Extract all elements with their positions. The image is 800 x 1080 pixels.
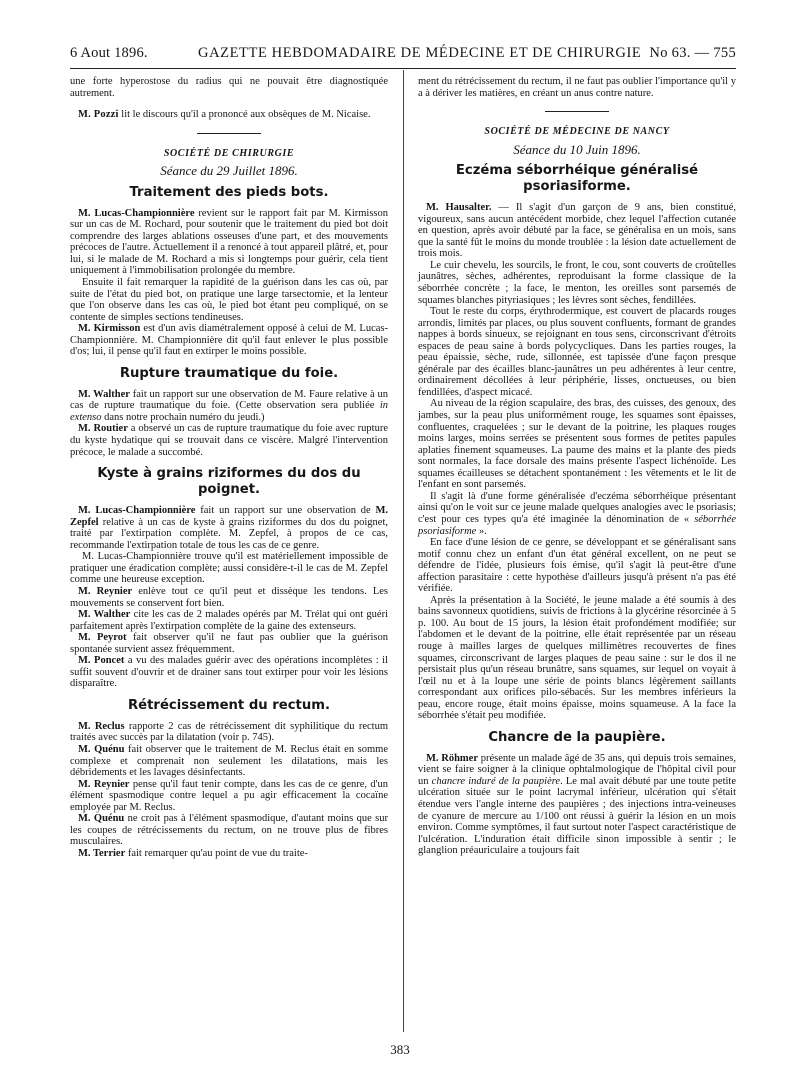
paragraph (418, 491, 736, 537)
speaker-name: M. Hausalter. (426, 202, 492, 214)
paragraph-text: enlève tout ce qu'il peut et dissèque les tendons. Les mouvements se conservent fort bien. (70, 585, 388, 609)
journal-title: GAZETTE HEBDOMADAIRE DE MÉDECINE ET DE CHIRURGIE (198, 45, 642, 61)
paragraph-text: Il s'agit là d'une forme généralisée d'eczéma séborrhéique présentant ainsi qu'on le voit sur ce jeune malade quelques analogies avec le psoriasis; c'est pour ces types qu'a été imaginée la dénomination de « (418, 490, 736, 525)
section-heading: Kyste à grains riziformes du dos du poignet. (97, 466, 361, 498)
section-rule (545, 111, 609, 112)
paragraph (418, 753, 736, 857)
paragraph: Le cuir chevelu, les sourcils, le front, le cou, sont couverts de croûtelles jaunâtres, sèches, adhérentes, reproduisant la forme classique de la séborrhée concrète ; la face, le menton, les oreilles sont parsemés de squames blanches pityriasiques ; les lèvres sont sèches, fendillées. (418, 259, 736, 306)
section-heading: Chancre de la paupière. (488, 729, 666, 745)
paragraph: Après la présentation à la Société, le jeune malade a été soumis à des bains savonneux quotidiens, suivis de frictions à la glycérine résorcinée à 5 p. 100. Au bout de 15 jours, la lésion était profondément modifiée; sur l'abdomen et le devant de la poitrine, elle était représentée par un réseau rouge à mailles larges de quelques millimètres recouvertes de fines squames, circonscrivant de larges plaques de peau saine : sur le dos il ne persistait plus qu'un réseau brunâtre, sans squames, sur lequel on voyait à l'œil nu et à la loupe une série de points blancs légèrement saillants correspondant aux orifices pilo-sébacés. Sur les membres inférieurs la peau, encore rouge, était moins épaisse, moins squameuse. A la face la séborrhée s'était peu modifiée. (418, 594, 736, 722)
paragraph (70, 721, 388, 744)
paragraph-text: — Il s'agit d'un garçon de 9 ans, bien constitué, vigoureux, sans aucun antécédent morbide, chez lequel l'affection cutanée en question, après avoir débuté par la face, se généralisa en un mois, sans que la santé fût le moins du monde troublée : la lésion date actuellement de trois mois. (418, 202, 736, 260)
speaker-name: M. Quénu (78, 743, 125, 755)
paragraph (418, 202, 736, 260)
paragraph (70, 505, 388, 551)
paragraph: ment du rétrécissement du rectum, il ne faut pas oublier l'importance qu'il y a à dériver les matières, en créant un anus contre nature. (418, 76, 736, 99)
session-date: Séance du 29 Juillet 1896. (160, 163, 298, 179)
paragraph-text: présente un malade âgé de 35 ans, qui depuis trois semaines, vient se faire soigner à la clinique ophtalmologique de l'hôpital civil pour un (418, 752, 737, 787)
speaker-name: M. Lucas-Championnière (78, 207, 195, 219)
paragraph-text: revient sur le rapport fait par M. Kirmisson sur un cas de M. Rochard, pour soutenir que le traitement du pied bot doit comprendre des larges ablations osseuses d'une part, et des mouvements précoces de l'autre. Actuellement il a renoncé à tout appareil plâtré, et, pour lui, si le malade de M. Rochard a mis si longtemps pour guérir, cela tient uniquement à l'immobilisation prolongée du membre. (70, 207, 388, 277)
paragraph-text: a vu des malades guérir avec des opérations incomplètes : il suffit souvent d'ouvrir et de drainer sans tout extirper pour voir les lésions disparaître. (70, 655, 389, 690)
paragraph-text: fait observer qu'il ne faut pas oublier que la guérison spontanée survient assez fréquemment. (70, 632, 389, 655)
paragraph-text: fait un rapport sur une observation de (195, 505, 376, 517)
paragraph-text: fait observer que le traitement de M. Reclus était en somme complexe et comprenait non seulement les dilatations, mais les débridements et les lavages désinfectants. (70, 743, 388, 779)
paragraph: une forte hyperostose du radius qui ne pouvait être diagnostiquée autrement. (70, 76, 388, 99)
running-head (70, 42, 736, 64)
paragraph (70, 848, 388, 860)
paragraph-text: est d'un avis diamétralement opposé à celui de M. Lucas-Championnière. M. Championnière dit qu'il faut enlever le plus possible d'os; lui, il pense qu'il faut en extirper le moins possible. (70, 323, 388, 358)
speaker-name: M. Lucas-Championnière (78, 505, 196, 517)
header-rule (70, 68, 736, 69)
paragraph-text: dans notre prochain numéro du jeudi.) (101, 411, 265, 423)
paragraph: Ensuite il fait remarquer la rapidité de la guérison dans les cas où, par suite de l'état du pied bot, on pratique une large tarsectomie, et la lenteur que l'on observe dans les cas où, le pied bot étant peu compliqué, on se contente de simples sections tendineuses. (70, 277, 388, 323)
speaker-name: M. Zepfel (70, 505, 388, 528)
paragraph: M. Lucas-Championnière trouve qu'il est matériellement impossible de pratiquer une éradication complète; aussi considère-t-il le cas de M. Zepfel comme une heureuse exception. (70, 551, 388, 586)
paragraph-text: ne croit pas à l'élément spasmodique, d'autant moins que sur les coupes de rétrécissements du rectum, on ne trouve plus de fibres musculaires. (70, 813, 388, 848)
paragraph-text: cite les cas de 2 malades opérés par M. Trélat qui ont guéri parfaitement après l'extirpation complète de la gaine des extenseurs. (70, 609, 388, 632)
paragraph: Tout le reste du corps, érythrodermique, est couvert de placards rouges arrondis, limités par places, ou plus souvent confluents, formant de grandes nappes à bords sinueux, se rejoignant en tous sens, circonscrivant d'étroits espaces de peau saine à bords polycycliques. Dans les parties rouges, la peau épaissie, sèche, rude, sillonnée, est tapissée d'une façon presque générale par des écailles blanc-jaunâtres un peu adhérentes à leur centre, ordinairement décollées à leur périphérie, lisses, onctueuses, ou bien fendillées, d'aspect micacé. (418, 306, 736, 398)
paragraph (70, 609, 388, 632)
paragraph (70, 208, 388, 277)
paragraph-text: ». (476, 525, 487, 537)
paragraph-text: relative à un cas de kyste à grains riziformes du dos du poignet, traité par l'extirpation complète. M. Zepfel, à propos de ce cas, recommande l'extirpation totale de tous les cas de ce genre. (70, 516, 388, 551)
paragraph: En face d'une lésion de ce genre, se développant et se généralisant sans motif connu chez un enfant d'un état général excellent, on ne peut se défendre de l'idée, plusieurs fois émise, qu'il s'agit là peut-être d'une affection parasitaire : cette hypothèse d'ailleurs jusqu'à présent n'a pas été vérifiée. (418, 537, 736, 595)
paragraph (70, 655, 388, 690)
column-divider (403, 70, 404, 1032)
paragraph: Au niveau de la région scapulaire, des bras, des cuisses, des genoux, des jambes, sur la peau plus uniformément rouge, les squames sont épaisses, confluentes, craquelées ; sur le devant de la poitrine, les plaques rouges moins larges, moins serrées se présentent sous formes de petites papules aplaties finement squameuses. La paume des mains et la plante des pieds sont normales, la face dorsale des mains présente l'aspect lichénoïde. Les squames écailleuses se détachent spontanément : les vêtements et le lit de l'enfant en sont parsemés. (418, 398, 736, 491)
section-heading: Eczéma séborrhéique généralisé psoriasiforme. (455, 163, 699, 195)
speaker-name: M. Reynier (78, 778, 130, 790)
speaker-name: M. Reynier (78, 585, 133, 597)
speaker-name: M. Poncet (78, 655, 125, 667)
speaker-name: M. Röhmer (426, 752, 479, 764)
paragraph-text: a observé un cas de rupture traumatique du foie avec rupture du kyste hydatique qui se trouvait dans ce viscère. Malgré l'intervention précoce, le malade a succombé. (70, 423, 388, 458)
paragraph (70, 423, 388, 458)
italic-text: in extenso (70, 400, 388, 423)
right-column (418, 76, 736, 857)
italic-text: chancre induré de la paupière (431, 775, 561, 787)
paragraph (70, 109, 388, 121)
speaker-name: M. Kirmisson (78, 323, 141, 335)
paragraph (70, 779, 388, 814)
spacer (70, 99, 388, 109)
section-rule (197, 133, 261, 134)
paragraph (70, 813, 388, 848)
paragraph (70, 323, 388, 358)
issue-number: No 63. — 755 (649, 45, 736, 61)
italic-text: séborrhée psoriasiforme (418, 513, 736, 537)
speaker-name: M. Walther (78, 609, 131, 621)
section-heading: Rétrécissement du rectum. (128, 697, 330, 713)
speaker-name: M. Terrier (78, 847, 126, 859)
section-heading: Traitement des pieds bots. (129, 184, 329, 200)
paragraph-text: fait remarquer qu'au point de vue du traite- (125, 847, 308, 859)
paragraph (70, 632, 388, 655)
society-heading: SOCIÉTÉ DE CHIRURGIE (163, 147, 295, 159)
paragraph (70, 586, 388, 609)
paragraph-text: pense qu'il faut tenir compte, dans les cas de ce genre, d'un élément spasmodique contre lequel a pu agir efficacement la cocaïne employée par M. Reclus. (70, 778, 388, 813)
speaker-name: M. Quénu (78, 813, 125, 825)
speaker-name: M. Peyrot (78, 632, 127, 644)
speaker-name: M. Pozzi (78, 109, 119, 121)
speaker-name: M. Walther (78, 388, 130, 400)
speaker-name: M. Reclus (78, 720, 125, 732)
paragraph-text: rapporte 2 cas de rétrécissement dit syphilitique du rectum traités avec succès par la dilatation (voir p. 745). (70, 720, 388, 744)
paragraph (70, 744, 388, 779)
paragraph (70, 389, 388, 424)
left-column (70, 76, 388, 859)
issue-date: 6 Aout 1896. (70, 45, 148, 61)
page-number: 383 (390, 1042, 410, 1057)
section-heading: Rupture traumatique du foie. (119, 365, 339, 381)
paragraph-text: . Le mal avait débuté par une toute petite ulcération située sur le point lacrymal inférieur, ulcération qui s'était étendue vers l'angle interne des paupières ; des injections intra-veineuses de cyanure de mercure au 1/100 ont réussi à guérir la lésion en un mois environ. Comme symptômes, il faut surtout noter l'aspect caractéristique de l'ulcération. L'induration était difficile sinon impossible à sentir ; le glanglion préauriculaire a toujours fait (418, 775, 737, 857)
speaker-name: M. Routier (78, 423, 128, 435)
society-heading: SOCIÉTÉ DE MÉDECINE DE NANCY (484, 126, 670, 138)
paragraph-text: fait un rapport sur une observation de M. Faure relative à un cas de rupture traumatique du foie. (Cette observation sera publiée (70, 388, 388, 412)
session-date: Séance du 10 Juin 1896. (513, 141, 641, 157)
paragraph-text: lit le discours qu'il a prononcé aux obsèques de M. Nicaise. (118, 109, 371, 121)
